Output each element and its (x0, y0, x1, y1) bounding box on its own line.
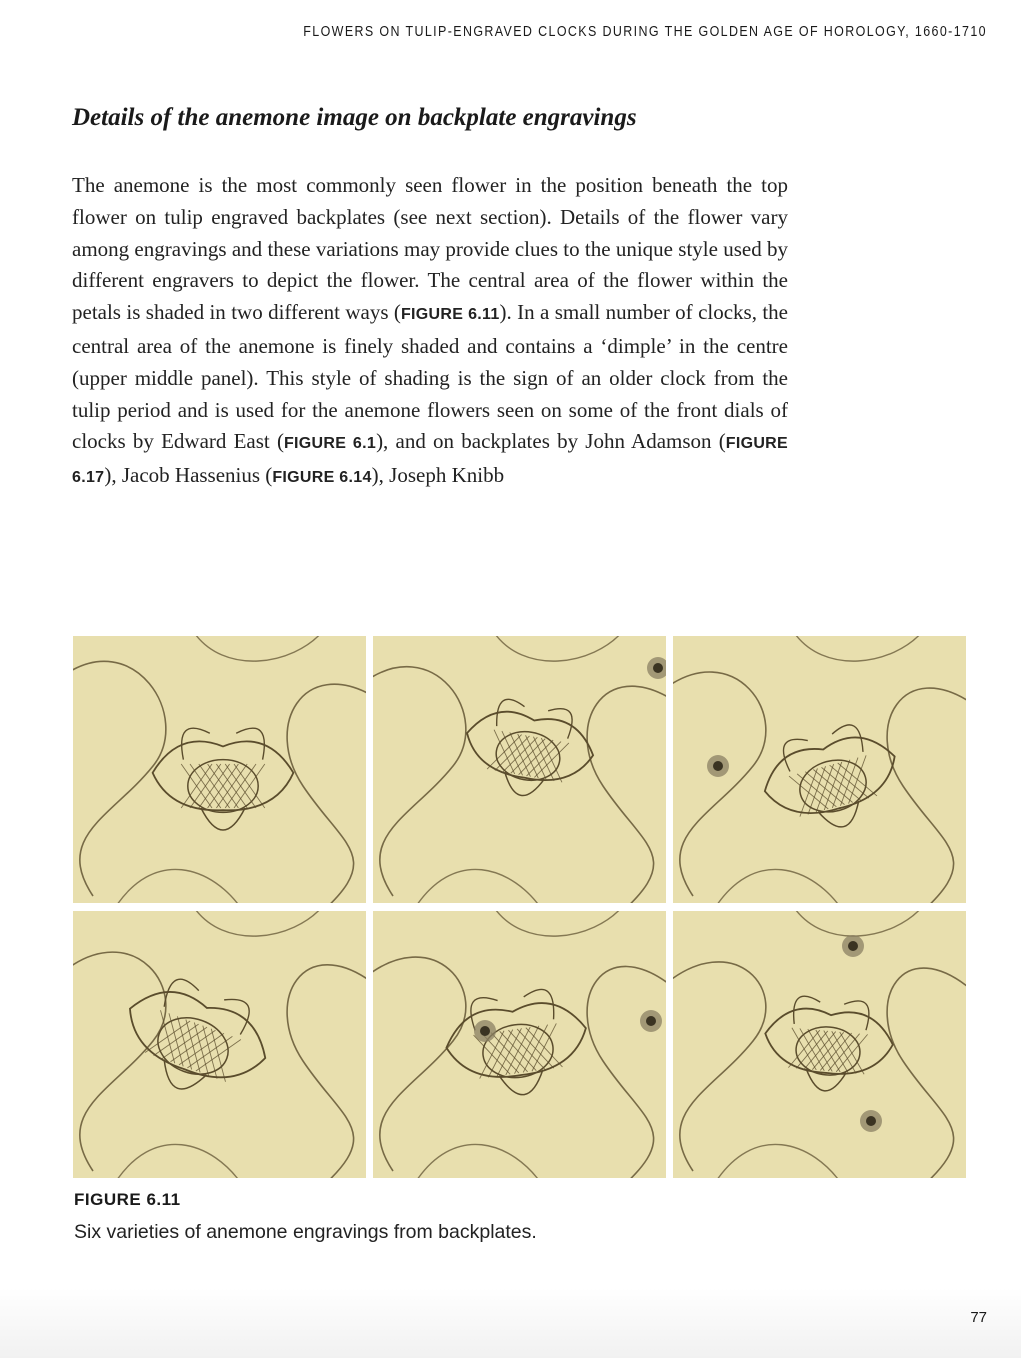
anemone-engraving-drawing (73, 911, 366, 1178)
figure-caption: Six varieties of anemone engravings from backplates. (74, 1221, 537, 1243)
page-number: 77 (970, 1309, 987, 1326)
figure-image-grid (73, 636, 966, 1179)
anemone-engraving-drawing (673, 636, 966, 903)
body-paragraph (72, 170, 788, 494)
body-text-part: The anemone is the most commonly seen flower in the position beneath the top flower on tulip engraved backplates (see next section). Details of the flower vary among engravings and these variations may provide clues to the unique style used by different engravers to depict the flower. The central area of the flower within the petals is shaded in two different ways ( (72, 173, 788, 325)
anemone-engraving-drawing (673, 911, 966, 1178)
figure-label: FIGURE 6.11 (74, 1190, 181, 1209)
body-text-part: ), and on backplates by John Adamson ( (376, 429, 726, 454)
engraving-panel (373, 636, 666, 903)
engraving-panel (73, 636, 366, 903)
engraving-panel (673, 636, 966, 903)
body-text-part: ), Joseph Knibb (371, 463, 505, 488)
figure-reference: FIGURE 6.14 (272, 469, 372, 487)
running-head: FLOWERS ON TULIP-ENGRAVED CLOCKS DURING THE GOLDEN AGE OF HOROLOGY, 1660-1710 (303, 24, 987, 40)
figure-reference: FIGURE 6.11 (400, 306, 500, 324)
section-heading: Details of the anemone image on backplate engravings (72, 104, 637, 131)
figure-reference: FIGURE 6.1 (283, 435, 377, 453)
anemone-engraving-drawing (73, 636, 366, 903)
anemone-engraving-drawing (373, 636, 666, 903)
engraving-panel (373, 911, 666, 1178)
body-text-part: ), Jacob Hassenius ( (104, 463, 273, 488)
anemone-engraving-drawing (373, 911, 666, 1178)
page-bottom-shade (0, 1288, 1021, 1358)
figure-reference: FIGURE 6.17 (72, 435, 788, 487)
engraving-panel (73, 911, 366, 1178)
body-text-part: ). In a small number of clocks, the central area of the anemone is finely shaded and contains a ‘dimple’ in the centre (upper middle panel). This style of shading is the sign of an older clock from the tulip period and is used for the anemone flowers seen on some of the front dials of clocks by Edward East ( (72, 300, 789, 454)
engraving-panel (673, 911, 966, 1178)
